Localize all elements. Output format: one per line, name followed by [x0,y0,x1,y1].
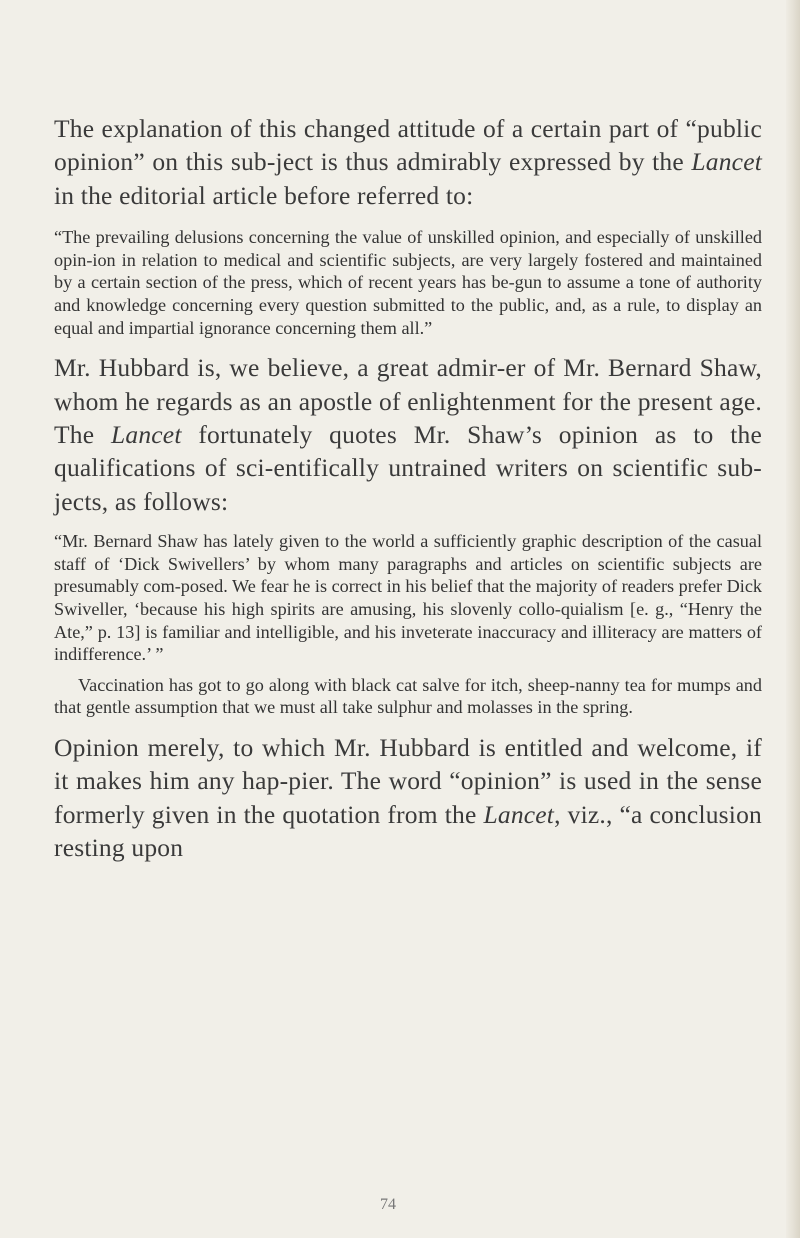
paragraph-2-text: Mr. Hubbard is, we believe, a great admir-er of Mr. Bernard Shaw, whom he regards as an apostle of enlightenment for the present age. The [54,353,762,449]
paragraph-2-text-end: fortunately quotes Mr. Shaw’s opinion as to the qualifications of sci-entifically untrained writers on scientific sub-jects, as follows: [54,420,762,516]
paragraph-4-text-end: , viz., “a conclusion resting upon [54,799,762,863]
quote-bernard-shaw: “Mr. Bernard Shaw has lately given to the world a sufficiently graphic description of the casual staff of ‘Dick Swivellers’ by whom many paragraphs and articles on scientific subjects are presumably com-posed. We fear he is correct in his belief that the majority of readers prefer Dick Swiveller, ‘because his high spirits are amusing, his slovenly collo-quialism [e. g., “Henry the Ate,” p. 13] is familiar and intelligible, and his inveterate inaccuracy and illiteracy are matters of indifference.’ ” [54,531,762,665]
lancet-title-italic: Lancet [483,799,555,829]
page-body [54,112,762,865]
paragraph-1 [54,112,762,212]
lancet-title-italic: Lancet [111,420,182,449]
paragraph-4 [54,731,762,865]
lancet-title-italic: Lancet [691,147,762,177]
paragraph-1-text: The explanation of this changed attitude of a certain part of “public opinion” on this sub-ject is thus admirably expressed by the [54,114,762,177]
page-edge-shadow [786,0,800,1238]
paragraph-1-text-end: in the editorial article before referred to: [54,180,474,210]
page-number: 74 [380,1196,396,1213]
paragraph-vaccination: Vaccination has got to go along with black cat salve for itch, sheep-nanny tea for mumps and that gentle assumption that we must all take sulphur and molasses in the spring. [54,674,762,718]
quote-lancet-editorial: “The prevailing delusions concerning the value of unskilled opinion, and especially of unskilled opin-ion in relation to medical and scientific subjects, are very largely fostered and maintained by a certain section of the press, which of recent years has be-gun to assume a tone of authority and knowledge concerning every question submitted to the public, and, as a rule, to display an equal and impartial ignorance concerning them all.” [54,227,762,338]
paragraph-4-text: Opinion merely, to which Mr. Hubbard is entitled and welcome, if it makes him any hap-pier. The word “opinion” is used in the sense formerly given in the quotation from the [54,732,762,829]
paragraph-2 [54,351,762,518]
